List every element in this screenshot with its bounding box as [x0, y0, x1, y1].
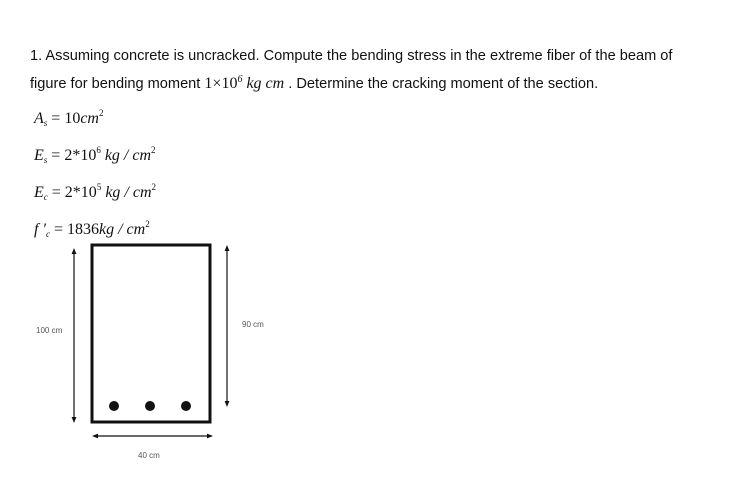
problem-line-2-start: figure for bending moment [30, 76, 205, 92]
given-unit-exponent: 2 [151, 182, 157, 192]
given-exponent: 6 [96, 145, 101, 155]
reinforcement-bars [109, 401, 191, 411]
beam-section-outline [92, 245, 210, 422]
given-unit-exponent: 2 [145, 219, 150, 229]
moment-exponent: 6 [237, 74, 243, 85]
width-dimension-label: 40 cm [138, 451, 160, 460]
given-symbol: E [34, 147, 44, 164]
given-symbol: f ′ [34, 221, 46, 238]
given-unit: kg / cm [104, 147, 152, 164]
depth-dimension-label: 90 cm [242, 320, 264, 329]
given-subscript: c [43, 192, 48, 202]
given-value: = 1836 [49, 221, 99, 238]
given-subscript: c [45, 229, 50, 239]
given-unit: kg / cm [105, 184, 152, 201]
given-subscript: s [43, 118, 48, 128]
moment-base: 1×10 [204, 75, 238, 92]
given-value: = 10 [47, 110, 81, 127]
moment-unit: kg cm [246, 75, 285, 92]
height-dimension-label: 100 cm [36, 326, 63, 335]
rebar-dot [109, 401, 119, 411]
given-unit: kg / cm [98, 221, 146, 238]
given-value: = 2*10 [47, 147, 97, 164]
given-value: = 2*10 [47, 184, 97, 201]
given-subscript: s [43, 155, 48, 165]
problem-line-1: 1. Assuming concrete is uncracked. Compute the bending stress in the extreme fiber of the beam of [30, 48, 673, 64]
rebar-dot [145, 401, 155, 411]
problem-line-2-end: . Determine the cracking moment of the section. [288, 76, 599, 92]
given-unit-exponent: 2 [98, 108, 104, 118]
given-symbol: E [34, 184, 44, 201]
rebar-dot [181, 401, 191, 411]
given-unit: cm [80, 110, 99, 127]
given-unit-exponent: 2 [151, 145, 156, 155]
given-symbol: A [34, 110, 44, 127]
given-exponent: 5 [96, 182, 102, 192]
